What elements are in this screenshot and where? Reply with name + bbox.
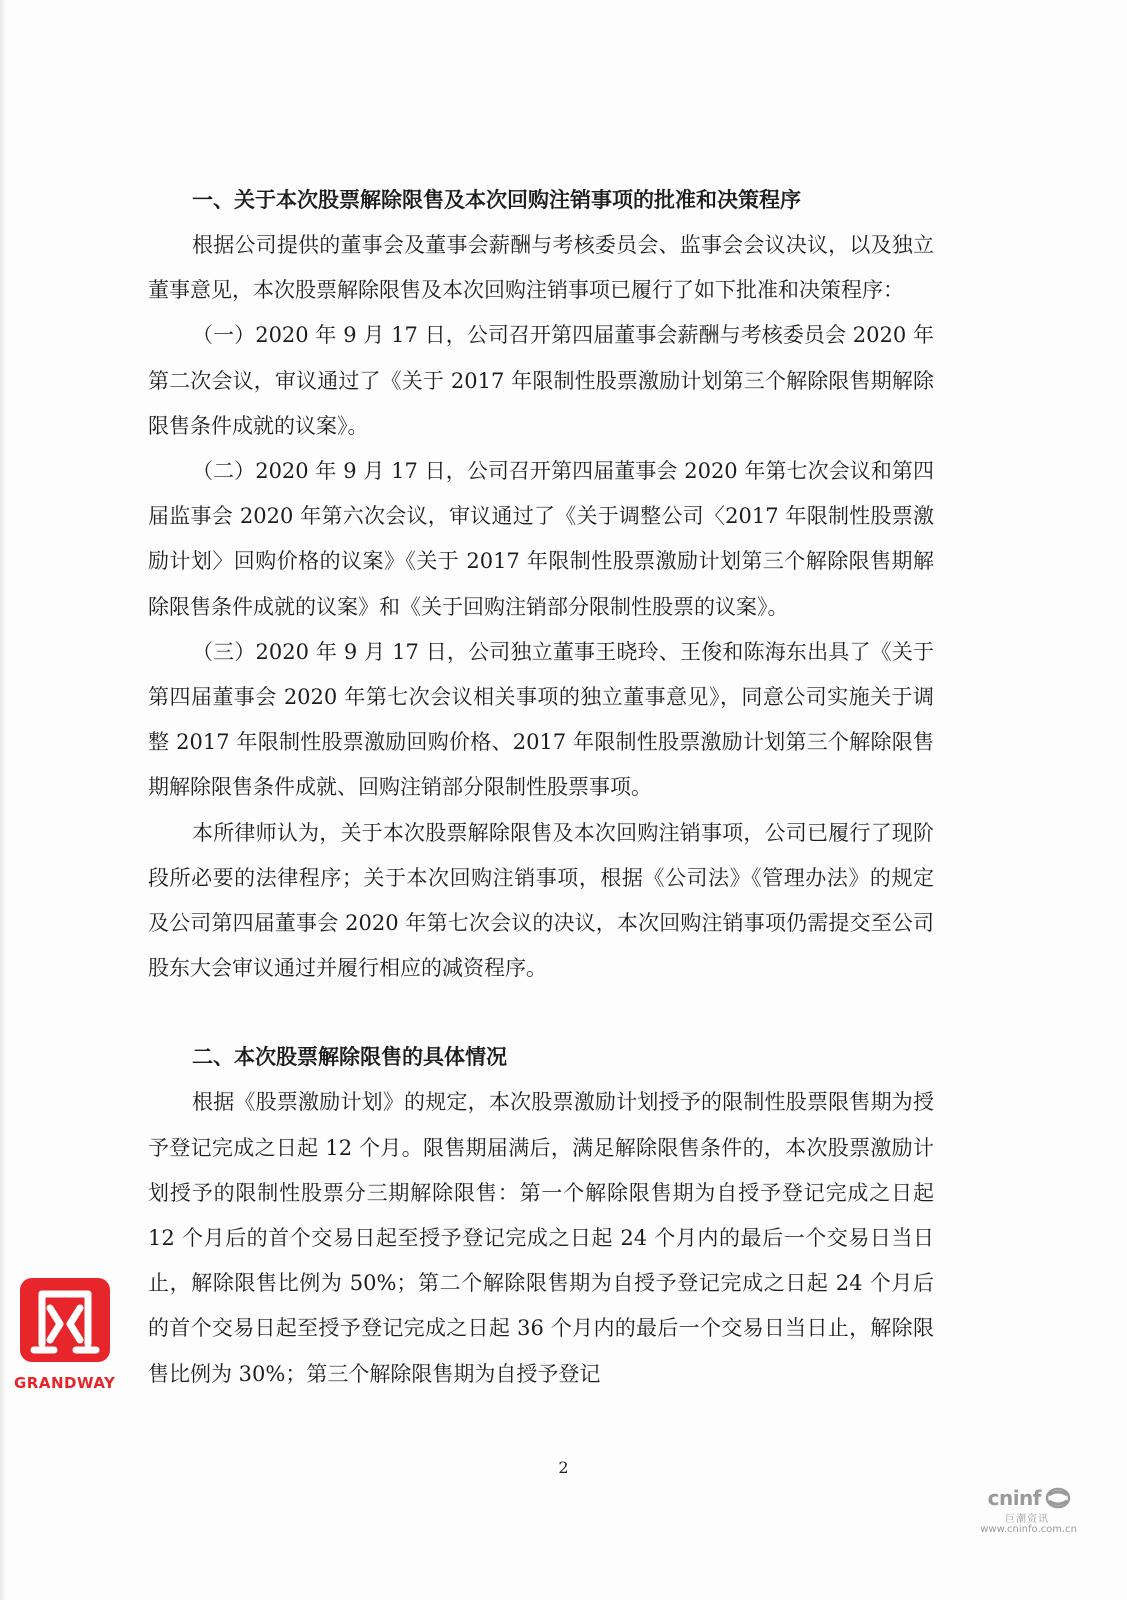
- grandway-logo: [14, 1278, 114, 1400]
- grandway-logo-icon: [20, 1278, 110, 1362]
- paragraph: 本所律师认为，关于本次股票解除限售及本次回购注销事项，公司已履行了现阶段所必要的法律程序；关于本次回购注销事项，根据《公司法》《管理办法》的规定及公司第四届董事会 2020 年第七次会议的决议，本次回购注销事项仍需提交至公司股东大会审议通过并履行相应的减资程序。: [148, 820, 934, 981]
- paragraph: （一）2020 年 9 月 17 日，公司召开第四届董事会薪酬与考核委员会 2020 年第二次会议，审议通过了《关于 2017 年限制性股票激励计划第三个解除限售期解除限售条件成就的议案》。: [148, 323, 934, 438]
- section-heading-2: 二、本次股票解除限售的具体情况: [192, 1045, 507, 1070]
- section-heading-1: 一、关于本次股票解除限售及本次回购注销事项的批准和决策程序: [192, 188, 801, 212]
- cninfo-watermark: [947, 1486, 1077, 1546]
- grandway-logo-text: GRANDWAY: [14, 1374, 116, 1392]
- paragraph: （二）2020 年 9 月 17 日，公司召开第四届董事会 2020 年第七次会议和第四届监事会 2020 年第六次会议，审议通过了《关于调整公司〈2017 年限制性股票激励计划〉回购价格的议案》《关于 2017 年限制性股票激励计划第三个解除限售期解除限售条件成就的议案》和《关于回购注销部分限制性股票的议案》。: [148, 459, 934, 619]
- paragraph: 根据公司提供的董事会及董事会薪酬与考核委员会、监事会会议决议，以及独立董事意见，本次股票解除限售及本次回购注销事项已履行了如下批准和决策程序：: [148, 233, 934, 303]
- scan-edge: [0, 0, 6, 1600]
- paragraph: （三）2020 年 9 月 17 日，公司独立董事王晓玲、王俊和陈海东出具了《关于第四届董事会 2020 年第七次会议相关事项的独立董事意见》，同意公司实施关于调整 2017 年限制性股票激励回购价格、2017 年限制性股票激励计划第三个解除限售期解除限售条件成就、回购注销部分限制性股票事项。: [148, 639, 934, 800]
- cninfo-url: www.cninfo.com.cn: [980, 1524, 1077, 1535]
- page-number: 2: [558, 1458, 569, 1477]
- cninfo-chinese-name: 巨潮资讯: [1005, 1514, 1049, 1525]
- document-body: [148, 178, 934, 1397]
- cninfo-logo-icon: [1045, 1487, 1071, 1509]
- paragraph: 根据《股票激励计划》的规定，本次股票激励计划授予的限制性股票限售期为授予登记完成之日起 12 个月。限售期届满后，满足解除限售条件的，本次股票激励计划授予的限制性股票分三期解除限售：第一个解除限售期为自授予登记完成之日起 12 个月后的首个交易日起至授予登记完成之日起 24 个月内的最后一个交易日当日止，解除限售比例为 50%；第二个解除限售期为自授予登记完成之日起 24 个月后的首个交易日起至授予登记完成之日起 36 个月内的最后一个交易日当日止，解除限售比例为 30%；第三个解除限售期为自授予登记: [148, 1090, 934, 1386]
- cninfo-brand: cninf: [987, 1486, 1041, 1510]
